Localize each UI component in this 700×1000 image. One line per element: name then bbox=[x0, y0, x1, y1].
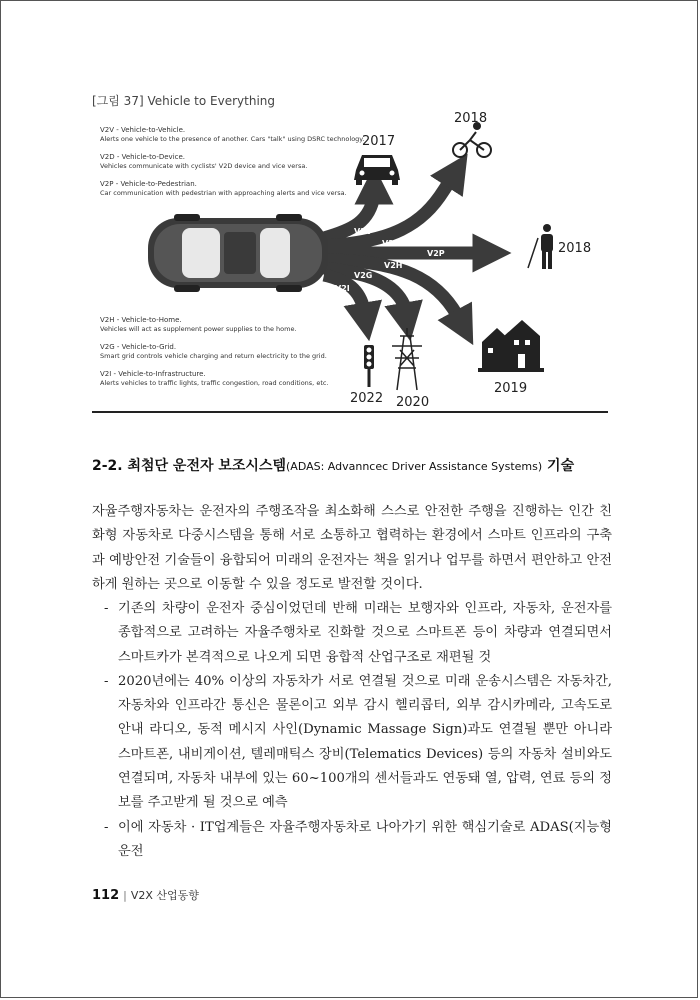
bullet-text: 이에 자동차 · IT업계들은 자율주행자동차로 나아가기 위한 핵심기술로 ADAS(지능형운전 bbox=[118, 819, 612, 859]
pedestrian-icon bbox=[528, 224, 553, 269]
arrow-v2i bbox=[324, 275, 366, 322]
body-paragraph: 자율주행자동차는 운전자의 주행조작을 최소화해 스스로 안전한 주행을 진행하는 인간 친화형 자동차로 다중시스템을 통해 서로 소통하고 협력하는 환경에서 스마트 인프라의 구축과 예방안전 기술들이 융합되어 미래의 운전자는 책을 읽거나 업무를 하면서 편안하고 안전하게 원하는 곳으로 이동할 수 있을 정도로 발전할 것이다. bbox=[92, 504, 612, 592]
footer-separator: | bbox=[123, 889, 127, 902]
bullet-dash: - bbox=[104, 673, 109, 689]
traffic-light-icon bbox=[364, 345, 374, 387]
legend-v2p-title: V2P - Vehicle-to-Pedestrian. bbox=[100, 180, 197, 188]
label-v2h: V2H bbox=[384, 261, 403, 270]
legend-bottom bbox=[100, 316, 329, 387]
legend-v2v-title: V2V - Vehicle-to-Vehicle. bbox=[100, 126, 186, 134]
car-front-icon bbox=[354, 155, 400, 185]
label-v2i: V2I bbox=[335, 284, 350, 293]
book-title: V2X 산업동향 bbox=[130, 889, 199, 902]
car-top-view-icon bbox=[148, 214, 328, 292]
year-2019: 2019 bbox=[494, 381, 528, 396]
label-v2v: V2V bbox=[354, 227, 372, 236]
legend-v2i-title: V2I - Vehicle-to-Infrastructure. bbox=[100, 370, 206, 378]
bullet-item bbox=[92, 597, 612, 670]
house-icon bbox=[478, 320, 544, 372]
label-v2g: V2G bbox=[354, 271, 373, 280]
bullet-dash: - bbox=[104, 601, 109, 616]
figure-bottom-rule bbox=[92, 411, 608, 413]
year-2017: 2017 bbox=[362, 134, 396, 149]
section-heading-main: 2-2. 최첨단 운전자 보조시스템 bbox=[92, 458, 286, 474]
section-heading-sub: (ADAS: Advanncec Driver Assistance Systems) bbox=[286, 460, 543, 473]
legend-v2h-desc: Vehicles will act as supplement power supplies to the home. bbox=[100, 325, 297, 333]
year-2018-pedestrian: 2018 bbox=[558, 241, 592, 256]
bullet-list bbox=[92, 597, 612, 864]
label-v2p: V2P bbox=[427, 249, 445, 258]
year-2018-bike: 2018 bbox=[454, 111, 488, 126]
label-v2d: V2D bbox=[382, 239, 401, 248]
section-heading bbox=[92, 455, 612, 475]
v2x-diagram bbox=[92, 110, 608, 412]
legend-v2i-desc: Alerts vehicles to traffic lights, traffic congestion, road conditions, etc. bbox=[100, 379, 329, 387]
year-2022: 2022 bbox=[350, 391, 384, 406]
section-heading-tail: 기술 bbox=[542, 458, 575, 474]
legend-v2g-desc: Smart grid controls vehicle charging and return electricity to the grid. bbox=[100, 352, 327, 360]
bullet-text: 2020년에는 40% 이상의 자동차가 서로 연결될 것으로 미래 운송시스템은 자동차간, 자동차와 인프라간 통신은 물론이고 외부 감시 헬리콥터, 외부 감시카메라, 고속도로 안내 라디오, 동적 메시지 사인(Dynamic Massage Sign)과도 연결될 뿐만 아니라 스마트폰, 내비게이션, 텔레매틱스 장비(Telematics Devices) 등의 자동차 설비와도 연결되며, 자동차 내부에 있는 60~100개의 센서들과도 연동돼 열, 압력, 연료 등의 정보를 주고받게 될 것으로 예측 bbox=[118, 673, 612, 811]
legend-v2d-desc: Vehicles communicate with cyclists' V2D device and vice versa. bbox=[100, 162, 308, 170]
bullet-text: 기존의 차량이 운전자 중심이었던데 반해 미래는 보행자와 인프라, 자동차, 운전자를 종합적으로 고려하는 자율주행차로 진화할 것으로 스마트폰 등이 차량과 연결되면서 스마트카가 본격적으로 나오게 되면 융합적 산업구조로 재편될 것 bbox=[118, 601, 612, 665]
figure-caption: [그림 37] Vehicle to Everything bbox=[92, 94, 276, 108]
legend-top bbox=[100, 126, 364, 197]
page-number: 112 bbox=[92, 888, 120, 903]
legend-v2d-title: V2D - Vehicle-to-Device. bbox=[100, 153, 186, 161]
v2x-arrows bbox=[324, 170, 492, 328]
year-2020: 2020 bbox=[396, 395, 430, 410]
page-footer bbox=[92, 887, 199, 903]
cyclist-icon bbox=[453, 123, 491, 157]
bullet-item bbox=[92, 670, 612, 816]
legend-v2v-desc: Alerts one vehicle to the presence of another. Cars "talk" using DSRC technology. bbox=[100, 135, 365, 143]
v2x-figure bbox=[92, 110, 608, 412]
bullet-item bbox=[92, 816, 612, 865]
legend-v2g-title: V2G - Vehicle-to-Grid. bbox=[100, 343, 177, 351]
legend-v2p-desc: Car communication with pedestrian with approaching alerts and vice versa. bbox=[100, 189, 347, 197]
legend-v2h-title: V2H - Vehicle-to-Home. bbox=[100, 316, 182, 324]
power-tower-icon bbox=[392, 328, 422, 390]
bullet-dash: - bbox=[104, 819, 109, 835]
